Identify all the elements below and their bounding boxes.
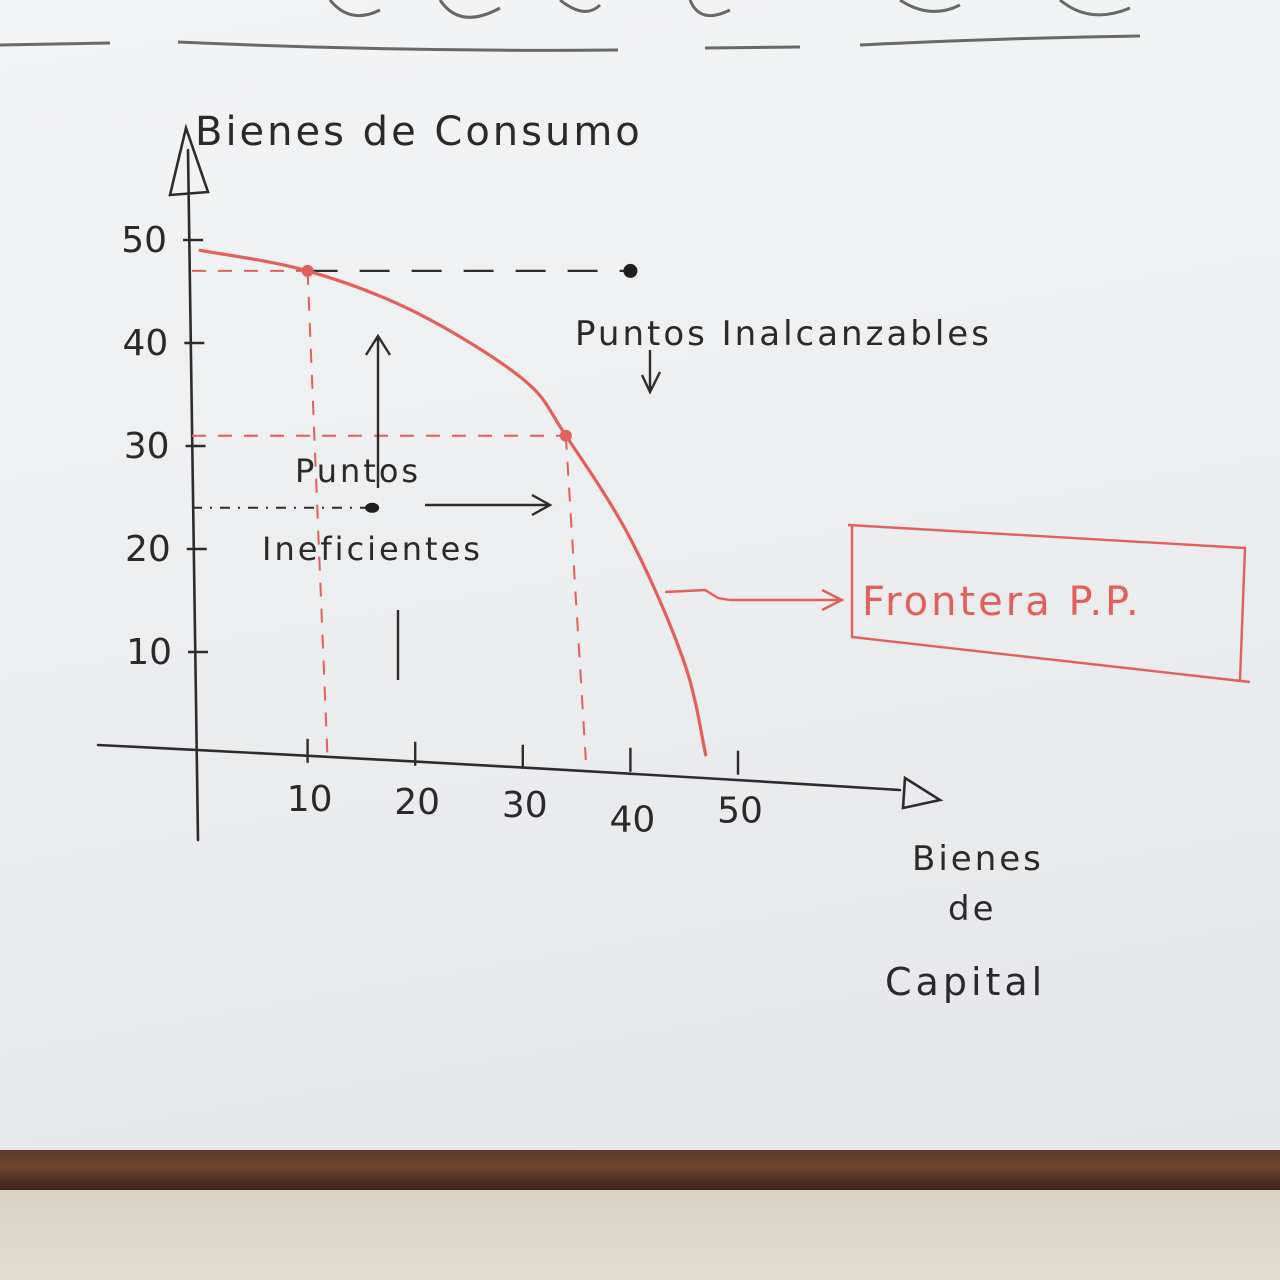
frontier-point-1 [560,430,572,442]
y-tick-label-30: 30 [123,426,170,467]
y-tick-label-50: 50 [121,220,168,261]
axes [98,128,940,840]
frontier-pointer-arrow [665,590,842,610]
y-axis-label: Bienes de Consumo [195,109,643,155]
x-axis-label-line-2: de [948,889,997,929]
guide-lines [192,271,630,760]
y-axis [188,150,198,840]
unreachable-points-label: Puntos Inalcanzables [575,314,992,354]
top-heading-remnant [0,0,1140,50]
x-axis-label-line-1: Bienes [912,839,1044,879]
y-tick-label-20: 20 [124,529,171,570]
x-tick-label-30: 30 [501,784,548,826]
inefficient-arrow-right [425,495,550,515]
guide-vertical-1 [566,436,586,760]
x-axis-label [885,839,1046,1004]
unreachable-point [623,264,637,278]
x-tick-label-40: 40 [609,799,656,841]
x-tick-label-20: 20 [394,781,441,823]
inefficient-points-label-line-1: Puntos [295,452,422,490]
y-tick-label-40: 40 [122,323,169,364]
unreachable-arrow [642,350,660,392]
frontier-point-0 [302,265,314,277]
x-tick-label-10: 10 [286,778,333,820]
x-tick-label-50: 50 [717,790,763,832]
inefficient-point [365,503,379,513]
x-axis-arrow [903,778,940,808]
guide-vertical-0 [308,271,328,760]
y-tick-label-10: 10 [126,632,173,673]
inefficient-points-label-line-2: Ineficientes [262,530,483,568]
x-axis [98,745,900,790]
frontier-annotation [665,525,1250,682]
frontier-box-label: Frontera P.P. [862,579,1142,625]
x-axis-label-line-3: Capital [885,960,1047,1004]
